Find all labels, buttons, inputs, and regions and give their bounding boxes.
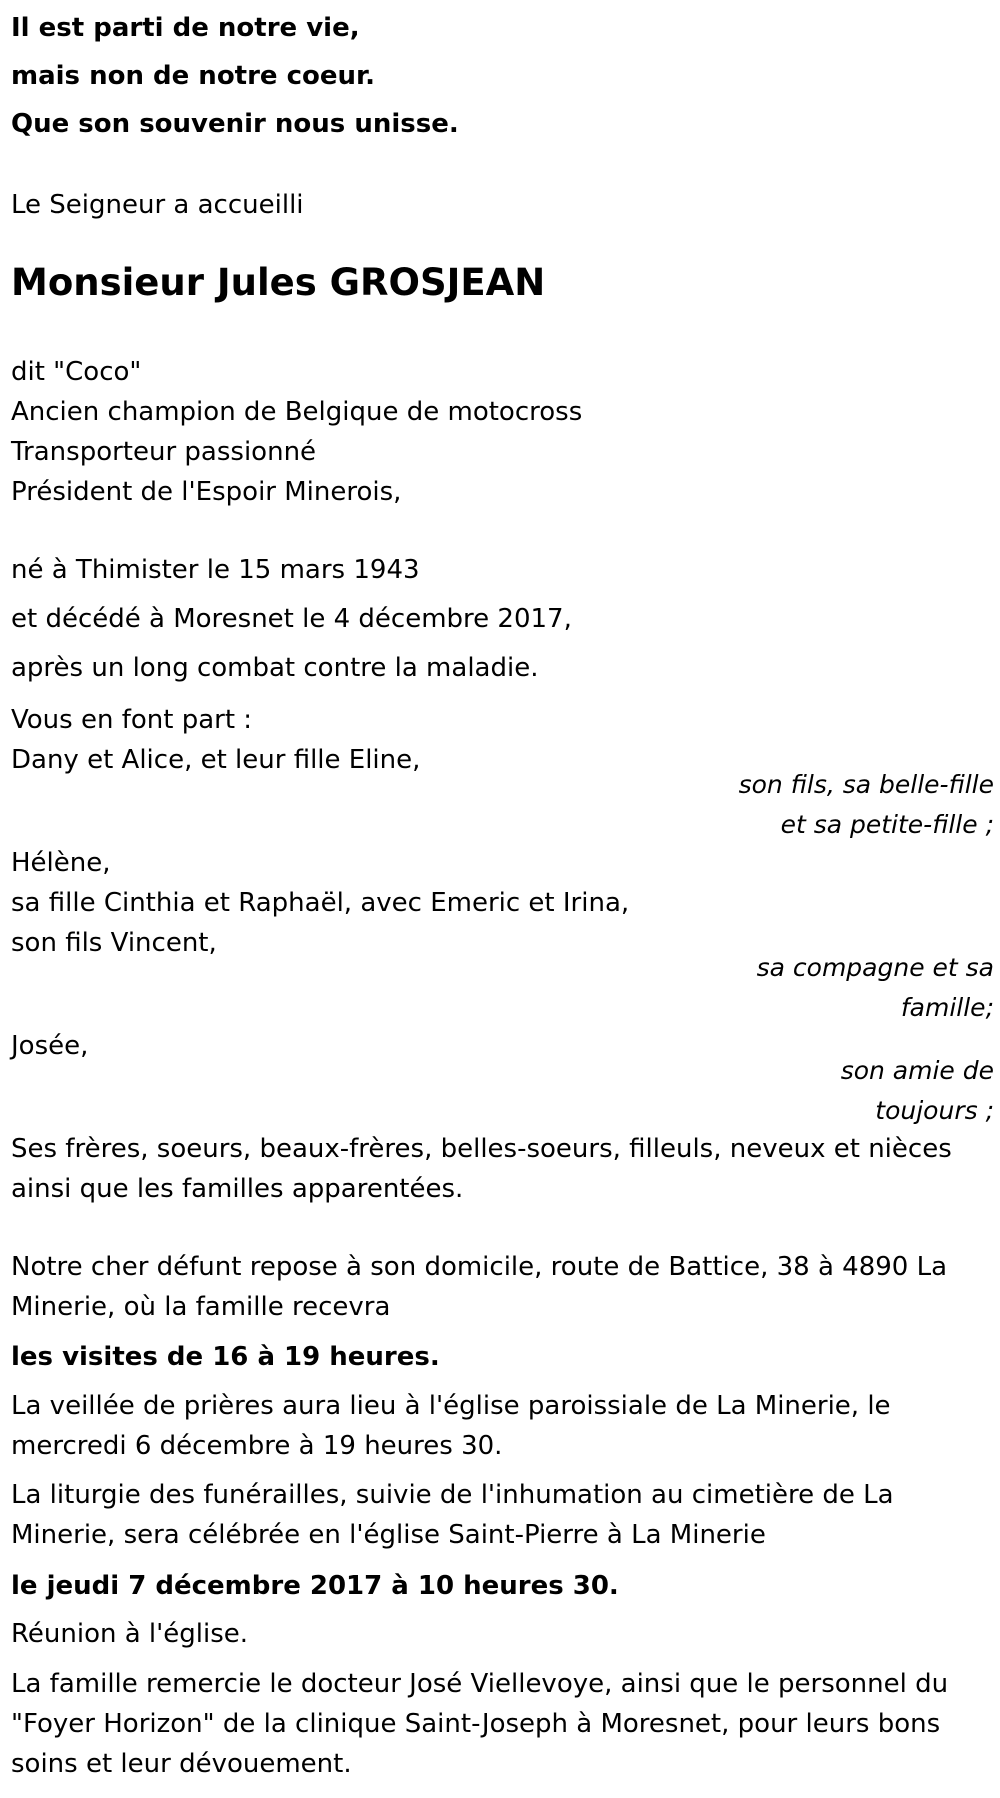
repose-line: Notre cher défunt repose à son domicile, route de Battice, 38 à 4890 La xyxy=(11,1252,947,1282)
funeral-date: le jeudi 7 décembre 2017 à 10 heures 30. xyxy=(11,1571,619,1601)
illness-line: après un long combat contre la maladie. xyxy=(11,653,539,683)
repose-line: Minerie, où la famille recevra xyxy=(11,1292,391,1322)
family-line: sa fille Cinthia et Raphaël, avec Emeric et Irina, xyxy=(11,888,630,918)
relatives-line: ainsi que les familles apparentées. xyxy=(11,1174,464,1204)
vigil-line: mercredi 6 décembre à 19 heures 30. xyxy=(11,1431,503,1461)
epigraph-line: mais non de notre coeur. xyxy=(11,61,376,91)
intro-text: Le Seigneur a accueilli xyxy=(11,190,304,220)
relatives-line: Ses frères, soeurs, beaux-frères, belles-soeurs, filleuls, neveux et nièces xyxy=(11,1134,952,1164)
funeral-line: La liturgie des funérailles, suivie de l'inhumation au cimetière de La xyxy=(11,1480,894,1510)
family-line: Dany et Alice, et leur fille Eline, xyxy=(11,745,421,775)
family-relation: toujours ; xyxy=(875,1096,994,1125)
title-line: Ancien champion de Belgique de motocross xyxy=(11,397,583,427)
visits-text: les visites de 16 à 19 heures. xyxy=(11,1342,440,1372)
death-line: et décédé à Moresnet le 4 décembre 2017, xyxy=(11,604,572,634)
family-line: Hélène, xyxy=(11,848,111,878)
meeting-text: Réunion à l'église. xyxy=(11,1619,249,1649)
vigil-line: La veillée de prières aura lieu à l'église paroissiale de La Minerie, le xyxy=(11,1391,891,1421)
title-line: Président de l'Espoir Minerois, xyxy=(11,477,402,507)
title-line: dit "Coco" xyxy=(11,357,142,387)
title-line: Transporteur passionné xyxy=(11,437,317,467)
family-relation: sa compagne et sa xyxy=(756,953,994,982)
thanks-line: soins et leur dévouement. xyxy=(11,1749,352,1779)
family-relation: et sa petite-fille ; xyxy=(780,810,994,839)
epigraph-line: Il est parti de notre vie, xyxy=(11,13,360,43)
thanks-line: "Foyer Horizon" de la clinique Saint-Joseph à Moresnet, pour leurs bons xyxy=(11,1709,941,1739)
family-line: son fils Vincent, xyxy=(11,928,217,958)
family-relation: son fils, sa belle-fille xyxy=(738,770,994,799)
family-relation: son amie de xyxy=(840,1056,994,1085)
epigraph-line: Que son souvenir nous unisse. xyxy=(11,109,459,139)
birth-line: né à Thimister le 15 mars 1943 xyxy=(11,555,420,585)
thanks-line: La famille remercie le docteur José Viellevoye, ainsi que le personnel du xyxy=(11,1669,949,1699)
deceased-name: Monsieur Jules GROSJEAN xyxy=(11,261,546,304)
family-line: Josée, xyxy=(11,1031,89,1061)
funeral-line: Minerie, sera célébrée en l'église Saint-Pierre à La Minerie xyxy=(11,1520,766,1550)
announce-text: Vous en font part : xyxy=(11,705,253,735)
family-relation: famille; xyxy=(900,993,994,1022)
